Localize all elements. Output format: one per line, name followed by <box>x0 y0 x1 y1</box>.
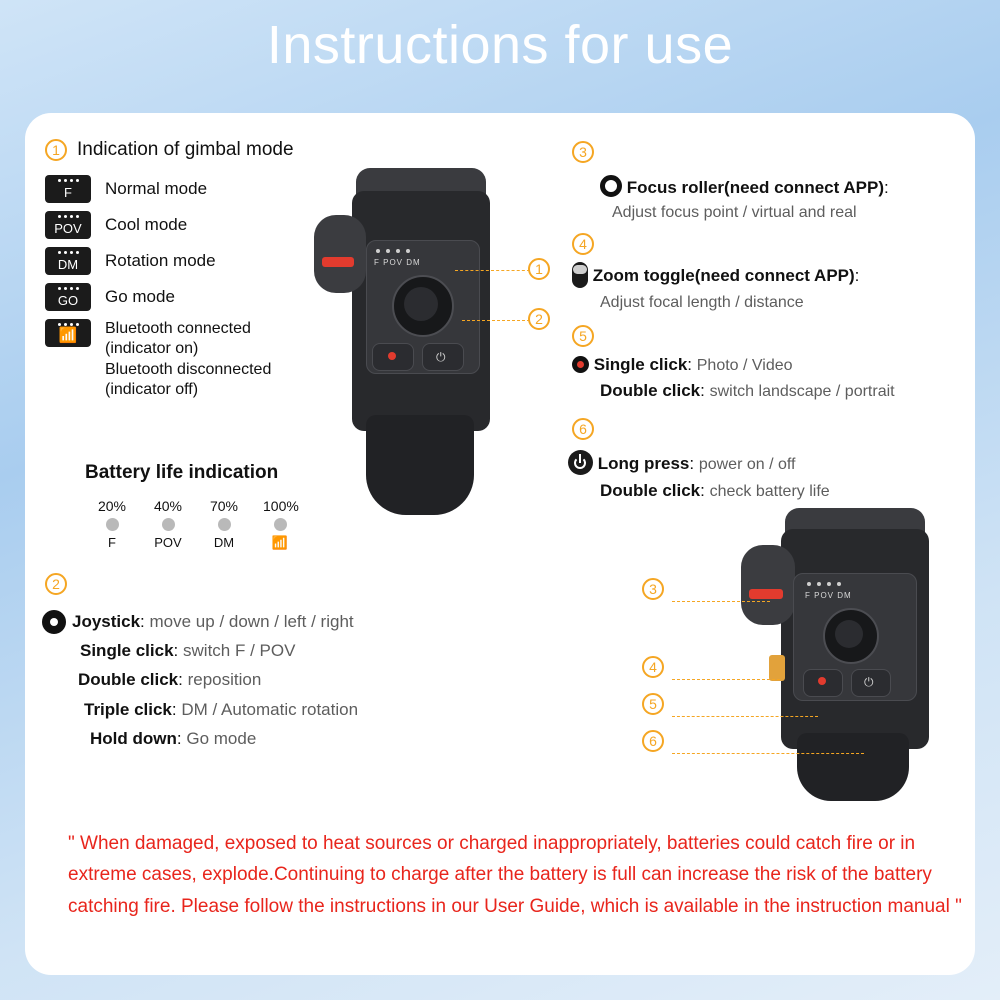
zoom-toggle-title: Zoom toggle(need connect APP) <box>592 266 855 285</box>
sep: : <box>700 481 705 500</box>
callout-line-5 <box>672 716 818 717</box>
sep: : <box>173 641 179 661</box>
power-long-press-value: power on / off <box>698 456 796 473</box>
double-click-value: reposition <box>187 670 262 690</box>
section-6-number-wrap <box>572 418 594 440</box>
record-double-click-label: Double click <box>600 381 701 400</box>
mode-row-rotation <box>45 247 271 275</box>
section-2-number: 2 <box>45 573 67 595</box>
section-1-heading: Indication of gimbal mode <box>77 139 294 160</box>
mode-chip-pov <box>45 211 91 239</box>
bluetooth-disconnected-sub: (indicator off) <box>105 381 199 399</box>
sep: : <box>176 728 182 748</box>
section-3-block <box>600 175 889 222</box>
record-single-click-row <box>572 355 895 375</box>
bluetooth-icon: 📶 <box>58 327 78 344</box>
section-5-number-wrap <box>572 325 594 347</box>
callout-4-number: 4 <box>642 656 664 678</box>
battery-dot-icon <box>95 518 129 531</box>
triple-click-label: Triple click <box>84 699 172 719</box>
mode-chip-label: GO <box>57 293 79 308</box>
sep: : <box>171 699 177 719</box>
section-1-header <box>45 139 294 161</box>
callout-3 <box>642 578 664 600</box>
mode-chip-go <box>45 283 91 311</box>
hold-down-value: Go mode <box>186 728 257 748</box>
callout-6-number: 6 <box>642 730 664 752</box>
battery-dot-icon <box>151 518 185 531</box>
joystick-icon <box>42 610 66 634</box>
bluetooth-status-text <box>105 319 271 401</box>
mode-label-normal: Normal mode <box>105 179 208 198</box>
sep: : <box>689 454 695 473</box>
chip-dots-icon <box>45 287 91 290</box>
hold-down-row <box>90 724 358 753</box>
callout-2 <box>528 308 550 330</box>
callout-2-number: 2 <box>528 308 550 330</box>
callout-line-6 <box>672 753 864 754</box>
mode-label-rotation: Rotation mode <box>105 251 216 270</box>
battery-indication <box>95 498 297 551</box>
callout-line-1 <box>455 270 530 271</box>
battery-label-row <box>95 535 297 551</box>
battery-percent-row <box>95 498 297 514</box>
record-button-icon <box>572 356 589 373</box>
section-4-number: 4 <box>572 233 594 255</box>
mode-row-cool <box>45 211 271 239</box>
mode-chip-dm <box>45 247 91 275</box>
focus-roller-icon <box>600 175 622 197</box>
battery-label: POV <box>154 535 182 550</box>
chip-dots-icon <box>45 215 91 218</box>
mode-chip-bluetooth <box>45 319 91 347</box>
record-single-click-label: Single click <box>593 355 688 374</box>
joystick-label: Joystick <box>72 612 141 631</box>
section-3-number: 3 <box>572 141 594 163</box>
power-double-click-value: check battery life <box>709 483 830 500</box>
mode-row-go <box>45 283 271 311</box>
zoom-toggle-row <box>572 262 859 288</box>
record-double-click-value: switch landscape / portrait <box>709 383 895 400</box>
callout-line-2 <box>462 320 530 321</box>
chip-dots-icon <box>45 179 91 182</box>
callout-4 <box>642 656 664 678</box>
mode-chip-label: POV <box>54 221 82 236</box>
warning-text: " When damaged, exposed to heat sources or charged inappropriately, batteries could catch fire or in extreme cases, explode.Continuing to charge after the battery is full can increase the risk of the battery catching fire. Please follow the instructions in our User Guide, which is available in the instruction manual " <box>68 833 962 917</box>
battery-label: DM <box>213 535 235 550</box>
device-illustration-bottom: F POV DM ⏻ <box>725 505 970 805</box>
section-5-block <box>572 355 895 401</box>
section-4-number-wrap <box>572 233 594 255</box>
section-6-number: 6 <box>572 418 594 440</box>
zoom-toggle-icon <box>572 262 588 288</box>
triple-click-row <box>84 695 358 724</box>
focus-roller-title: Focus roller(need connect APP) <box>626 178 884 197</box>
battery-percent: 40% <box>153 498 183 514</box>
callout-1-number: 1 <box>528 258 550 280</box>
section-1-number: 1 <box>45 139 67 161</box>
focus-roller-row <box>600 175 889 198</box>
bluetooth-connected-label: Bluetooth connected <box>105 320 251 337</box>
battery-percent: 70% <box>209 498 239 514</box>
device-illustration-top: F POV DM ⏻ <box>300 165 540 515</box>
single-click-value: switch F / POV <box>183 641 296 661</box>
double-click-row <box>78 665 358 694</box>
gimbal-mode-list <box>45 175 271 409</box>
triple-click-value: DM / Automatic rotation <box>181 699 359 719</box>
power-double-click-label: Double click <box>600 481 701 500</box>
battery-indication-title: Battery life indication <box>85 462 279 483</box>
section-5-number: 5 <box>572 325 594 347</box>
hold-down-label: Hold down <box>90 728 177 748</box>
battery-percent: 100% <box>263 498 299 514</box>
sep: : <box>700 381 705 400</box>
battery-label-bluetooth-icon: 📶 <box>271 535 289 550</box>
battery-dot-icon <box>207 518 241 531</box>
callout-5 <box>642 693 664 715</box>
sep: : <box>854 266 860 285</box>
section-6-block <box>568 450 830 501</box>
mode-row-bluetooth <box>45 319 271 401</box>
record-double-click-row <box>600 381 895 401</box>
callout-line-4 <box>672 679 780 680</box>
device-top-screen-text: F POV DM <box>374 258 421 267</box>
section-2-list <box>72 607 358 753</box>
single-click-label: Single click <box>80 641 174 661</box>
sep: : <box>140 612 145 631</box>
callout-3-number: 3 <box>642 578 664 600</box>
callout-6 <box>642 730 664 752</box>
power-long-press-row <box>568 450 830 475</box>
section-3-number-wrap <box>572 141 594 163</box>
section-4-block <box>572 262 859 312</box>
power-double-click-row <box>600 481 830 501</box>
page-title: Instructions for use <box>266 15 734 75</box>
focus-roller-desc: Adjust focus point / virtual and real <box>612 204 857 221</box>
mode-chip-label: F <box>64 185 72 200</box>
device-bottom-screen-text: F POV DM <box>805 591 852 600</box>
battery-percent: 20% <box>97 498 127 514</box>
single-click-row <box>80 636 358 665</box>
battery-label: F <box>108 535 116 550</box>
mode-chip-f <box>45 175 91 203</box>
zoom-toggle-desc: Adjust focal length / distance <box>600 294 804 311</box>
chip-dots-icon <box>45 323 91 326</box>
sep: : <box>687 355 693 374</box>
section-2-header <box>45 573 67 595</box>
mode-row-normal <box>45 175 271 203</box>
mode-label-go: Go mode <box>105 287 175 306</box>
sep: : <box>883 178 889 197</box>
record-single-click-value: Photo / Video <box>696 357 793 374</box>
joystick-row <box>72 607 358 636</box>
power-button-icon <box>568 450 593 475</box>
battery-dot-row <box>95 518 297 531</box>
joystick-value: move up / down / left / right <box>149 612 354 631</box>
bluetooth-connected-sub: (indicator on) <box>105 340 199 358</box>
mode-chip-label: DM <box>57 257 79 272</box>
callout-line-3 <box>672 601 770 602</box>
bluetooth-disconnected-label: Bluetooth disconnected <box>105 360 272 378</box>
power-long-press-label: Long press <box>597 454 690 473</box>
sep: : <box>178 670 183 690</box>
callout-5-number: 5 <box>642 693 664 715</box>
mode-label-cool: Cool mode <box>105 215 188 234</box>
double-click-label: Double click <box>78 670 179 690</box>
chip-dots-icon <box>45 251 91 254</box>
callout-1 <box>528 258 550 280</box>
battery-dot-icon <box>263 518 297 531</box>
